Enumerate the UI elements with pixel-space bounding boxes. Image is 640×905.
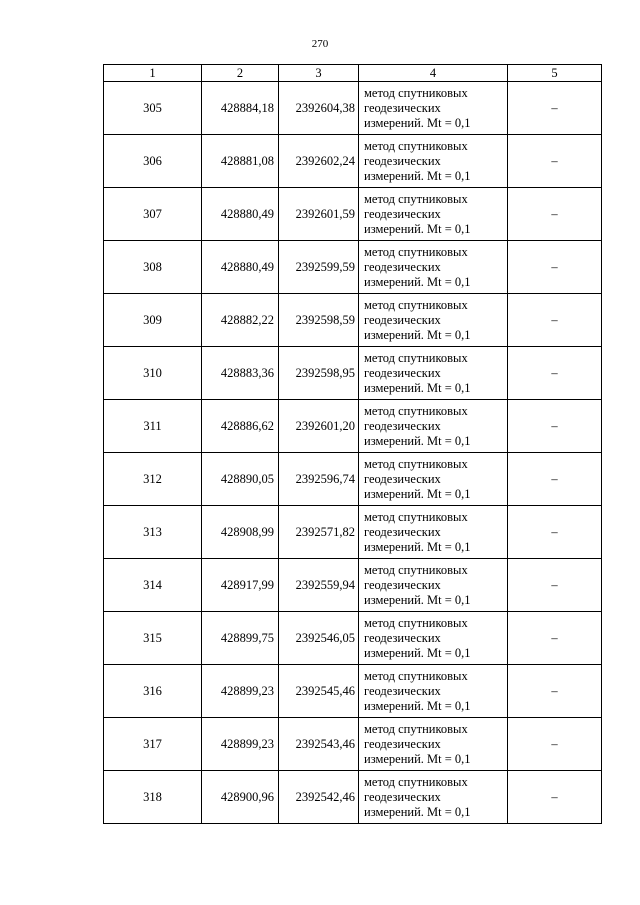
method-line-1: метод спутниковых bbox=[364, 721, 468, 736]
point-number: 306 bbox=[104, 135, 202, 188]
method-line-1: метод спутниковых bbox=[364, 668, 468, 683]
method-line-3: измерений. Mt = 0,1 bbox=[364, 274, 471, 289]
note-dash: – bbox=[551, 471, 558, 486]
note-dash: – bbox=[551, 736, 558, 751]
coordinate-y: 2392602,24 bbox=[279, 135, 359, 188]
note-cell bbox=[508, 453, 602, 506]
method-line-3: измерений. Mt = 0,1 bbox=[364, 486, 471, 501]
coordinate-y: 2392598,59 bbox=[279, 294, 359, 347]
note-cell bbox=[508, 718, 602, 771]
coordinate-x: 428899,23 bbox=[202, 718, 279, 771]
method-line-3: измерений. Mt = 0,1 bbox=[364, 380, 471, 395]
method-description bbox=[359, 559, 508, 612]
method-line-2: геодезических bbox=[364, 471, 441, 486]
table-row bbox=[104, 241, 602, 294]
coordinate-y: 2392599,59 bbox=[279, 241, 359, 294]
note-cell bbox=[508, 188, 602, 241]
table-row bbox=[104, 559, 602, 612]
note-cell bbox=[508, 294, 602, 347]
note-dash: – bbox=[551, 206, 558, 221]
note-cell bbox=[508, 135, 602, 188]
method-line-3: измерений. Mt = 0,1 bbox=[364, 645, 471, 660]
coordinate-y: 2392559,94 bbox=[279, 559, 359, 612]
note-cell bbox=[508, 400, 602, 453]
method-line-2: геодезических bbox=[364, 365, 441, 380]
method-description bbox=[359, 82, 508, 135]
note-dash: – bbox=[551, 365, 558, 380]
method-line-3: измерений. Mt = 0,1 bbox=[364, 221, 471, 236]
method-description bbox=[359, 400, 508, 453]
note-dash: – bbox=[551, 100, 558, 115]
point-number: 307 bbox=[104, 188, 202, 241]
method-line-2: геодезических bbox=[364, 683, 441, 698]
table-row bbox=[104, 506, 602, 559]
method-line-1: метод спутниковых bbox=[364, 85, 468, 100]
header-row bbox=[104, 65, 602, 82]
coordinate-y: 2392596,74 bbox=[279, 453, 359, 506]
method-description bbox=[359, 188, 508, 241]
method-line-3: измерений. Mt = 0,1 bbox=[364, 327, 471, 342]
method-line-2: геодезических bbox=[364, 736, 441, 751]
point-number: 313 bbox=[104, 506, 202, 559]
coordinate-y: 2392546,05 bbox=[279, 612, 359, 665]
method-line-2: геодезических bbox=[364, 312, 441, 327]
note-cell bbox=[508, 82, 602, 135]
method-line-2: геодезических bbox=[364, 418, 441, 433]
note-cell bbox=[508, 241, 602, 294]
coordinate-x: 428884,18 bbox=[202, 82, 279, 135]
method-line-3: измерений. Mt = 0,1 bbox=[364, 539, 471, 554]
coordinate-x: 428886,62 bbox=[202, 400, 279, 453]
method-description bbox=[359, 347, 508, 400]
method-description bbox=[359, 453, 508, 506]
method-description bbox=[359, 718, 508, 771]
method-line-1: метод спутниковых bbox=[364, 350, 468, 365]
point-number: 315 bbox=[104, 612, 202, 665]
method-line-2: геодезических bbox=[364, 100, 441, 115]
method-line-3: измерений. Mt = 0,1 bbox=[364, 115, 471, 130]
table-row bbox=[104, 718, 602, 771]
coordinate-y: 2392601,20 bbox=[279, 400, 359, 453]
method-description bbox=[359, 612, 508, 665]
note-dash: – bbox=[551, 683, 558, 698]
table-body bbox=[104, 82, 602, 824]
page-number: 270 bbox=[311, 38, 329, 50]
table-row bbox=[104, 665, 602, 718]
method-line-1: метод спутниковых bbox=[364, 509, 468, 524]
note-dash: – bbox=[551, 577, 558, 592]
method-description bbox=[359, 135, 508, 188]
coordinate-y: 2392545,46 bbox=[279, 665, 359, 718]
point-number: 308 bbox=[104, 241, 202, 294]
method-description bbox=[359, 665, 508, 718]
table-row bbox=[104, 400, 602, 453]
method-line-2: геодезических bbox=[364, 206, 441, 221]
method-line-3: измерений. Mt = 0,1 bbox=[364, 168, 471, 183]
method-line-1: метод спутниковых bbox=[364, 297, 468, 312]
note-dash: – bbox=[551, 789, 558, 804]
coordinate-y: 2392604,38 bbox=[279, 82, 359, 135]
table-row bbox=[104, 188, 602, 241]
note-cell bbox=[508, 771, 602, 824]
method-line-2: геодезических bbox=[364, 524, 441, 539]
table-row bbox=[104, 453, 602, 506]
method-line-1: метод спутниковых bbox=[364, 244, 468, 259]
method-description bbox=[359, 771, 508, 824]
coordinate-y: 2392598,95 bbox=[279, 347, 359, 400]
table-row bbox=[104, 294, 602, 347]
header-col-1: 1 bbox=[104, 65, 202, 82]
coordinate-x: 428882,22 bbox=[202, 294, 279, 347]
method-line-2: геодезических bbox=[364, 789, 441, 804]
coordinate-y: 2392542,46 bbox=[279, 771, 359, 824]
method-line-3: измерений. Mt = 0,1 bbox=[364, 751, 471, 766]
coordinate-x: 428900,96 bbox=[202, 771, 279, 824]
table-row bbox=[104, 347, 602, 400]
method-line-1: метод спутниковых bbox=[364, 191, 468, 206]
method-line-1: метод спутниковых bbox=[364, 456, 468, 471]
method-line-1: метод спутниковых bbox=[364, 138, 468, 153]
coordinate-x: 428917,99 bbox=[202, 559, 279, 612]
note-dash: – bbox=[551, 153, 558, 168]
coordinate-x: 428908,99 bbox=[202, 506, 279, 559]
coordinate-x: 428880,49 bbox=[202, 188, 279, 241]
note-dash: – bbox=[551, 259, 558, 274]
method-line-1: метод спутниковых bbox=[364, 615, 468, 630]
note-cell bbox=[508, 347, 602, 400]
coordinates-table bbox=[103, 64, 602, 824]
method-description bbox=[359, 241, 508, 294]
coordinate-y: 2392571,82 bbox=[279, 506, 359, 559]
coordinate-x: 428881,08 bbox=[202, 135, 279, 188]
point-number: 316 bbox=[104, 665, 202, 718]
point-number: 317 bbox=[104, 718, 202, 771]
coordinate-y: 2392543,46 bbox=[279, 718, 359, 771]
note-dash: – bbox=[551, 630, 558, 645]
method-line-1: метод спутниковых bbox=[364, 774, 468, 789]
method-line-2: геодезических bbox=[364, 259, 441, 274]
method-description bbox=[359, 294, 508, 347]
point-number: 312 bbox=[104, 453, 202, 506]
point-number: 310 bbox=[104, 347, 202, 400]
coordinate-x: 428883,36 bbox=[202, 347, 279, 400]
point-number: 305 bbox=[104, 82, 202, 135]
method-line-3: измерений. Mt = 0,1 bbox=[364, 433, 471, 448]
note-cell bbox=[508, 506, 602, 559]
table-row bbox=[104, 771, 602, 824]
point-number: 311 bbox=[104, 400, 202, 453]
header-col-4: 4 bbox=[359, 65, 508, 82]
note-cell bbox=[508, 612, 602, 665]
method-line-2: геодезических bbox=[364, 577, 441, 592]
coordinate-x: 428890,05 bbox=[202, 453, 279, 506]
method-line-2: геодезических bbox=[364, 153, 441, 168]
note-cell bbox=[508, 559, 602, 612]
method-line-3: измерений. Mt = 0,1 bbox=[364, 698, 471, 713]
note-dash: – bbox=[551, 524, 558, 539]
coordinate-x: 428899,75 bbox=[202, 612, 279, 665]
note-dash: – bbox=[551, 312, 558, 327]
method-line-3: измерений. Mt = 0,1 bbox=[364, 592, 471, 607]
header-col-2: 2 bbox=[202, 65, 279, 82]
table-row bbox=[104, 82, 602, 135]
method-line-1: метод спутниковых bbox=[364, 562, 468, 577]
note-cell bbox=[508, 665, 602, 718]
method-line-3: измерений. Mt = 0,1 bbox=[364, 804, 471, 819]
coordinate-y: 2392601,59 bbox=[279, 188, 359, 241]
point-number: 318 bbox=[104, 771, 202, 824]
note-dash: – bbox=[551, 418, 558, 433]
method-line-1: метод спутниковых bbox=[364, 403, 468, 418]
coordinate-x: 428880,49 bbox=[202, 241, 279, 294]
table-row bbox=[104, 612, 602, 665]
header-col-5: 5 bbox=[508, 65, 602, 82]
coordinate-x: 428899,23 bbox=[202, 665, 279, 718]
point-number: 309 bbox=[104, 294, 202, 347]
header-col-3: 3 bbox=[279, 65, 359, 82]
method-line-2: геодезических bbox=[364, 630, 441, 645]
method-description bbox=[359, 506, 508, 559]
point-number: 314 bbox=[104, 559, 202, 612]
table-row bbox=[104, 135, 602, 188]
